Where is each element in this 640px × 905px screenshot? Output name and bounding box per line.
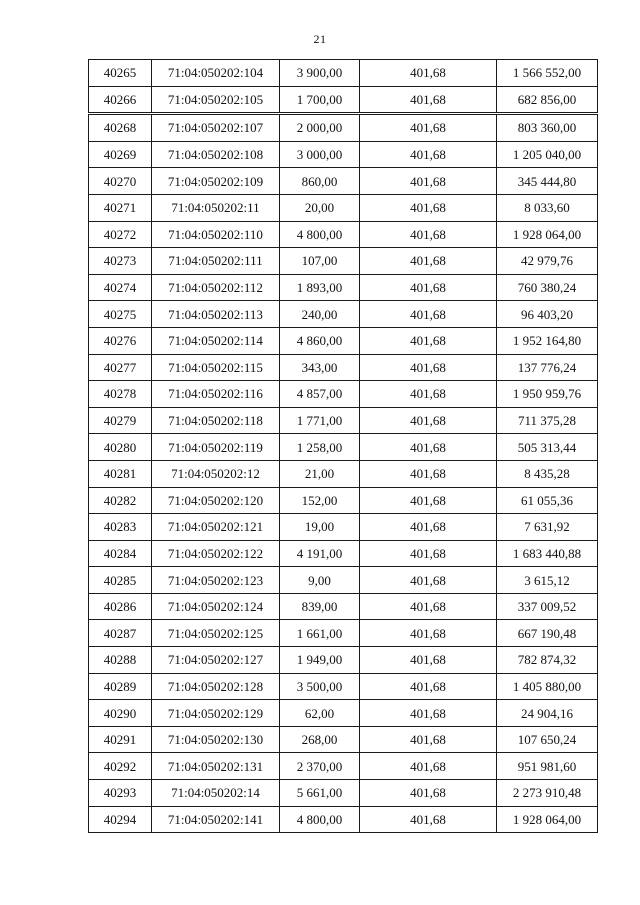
area-cell: 20,00 bbox=[280, 194, 360, 221]
cadastral-value-cell: 711 375,28 bbox=[497, 407, 598, 434]
specific-value-cell: 401,68 bbox=[360, 487, 497, 514]
area-cell: 860,00 bbox=[280, 168, 360, 195]
specific-value-cell: 401,68 bbox=[360, 168, 497, 195]
area-cell: 1 893,00 bbox=[280, 274, 360, 301]
cadastral-value-cell: 61 055,36 bbox=[497, 487, 598, 514]
table-row bbox=[89, 700, 598, 727]
row-number-cell: 40268 bbox=[89, 114, 152, 142]
row-number-cell: 40294 bbox=[89, 806, 152, 833]
cadastral-value-cell: 137 776,24 bbox=[497, 354, 598, 381]
specific-value-cell: 401,68 bbox=[360, 753, 497, 780]
specific-value-cell: 401,68 bbox=[360, 540, 497, 567]
cadastral-number-cell: 71:04:050202:107 bbox=[152, 114, 280, 142]
table-row bbox=[89, 168, 598, 195]
cadastral-number-cell: 71:04:050202:131 bbox=[152, 753, 280, 780]
cadastral-number-cell: 71:04:050202:105 bbox=[152, 86, 280, 114]
row-number-cell: 40284 bbox=[89, 540, 152, 567]
table-row bbox=[89, 567, 598, 594]
cadastral-number-cell: 71:04:050202:141 bbox=[152, 806, 280, 833]
row-number-cell: 40271 bbox=[89, 194, 152, 221]
row-number-cell: 40273 bbox=[89, 248, 152, 275]
table-row bbox=[89, 194, 598, 221]
table-row bbox=[89, 248, 598, 275]
cadastral-value-cell: 951 981,60 bbox=[497, 753, 598, 780]
area-cell: 21,00 bbox=[280, 460, 360, 487]
specific-value-cell: 401,68 bbox=[360, 221, 497, 248]
table-row bbox=[89, 514, 598, 541]
area-cell: 4 191,00 bbox=[280, 540, 360, 567]
cadastral-value-cell: 3 615,12 bbox=[497, 567, 598, 594]
page-number: 21 bbox=[313, 32, 327, 46]
specific-value-cell: 401,68 bbox=[360, 567, 497, 594]
cadastral-number-cell: 71:04:050202:14 bbox=[152, 780, 280, 807]
area-cell: 2 000,00 bbox=[280, 114, 360, 142]
cadastral-value-cell: 8 435,28 bbox=[497, 460, 598, 487]
row-number-cell: 40293 bbox=[89, 780, 152, 807]
table-row bbox=[89, 274, 598, 301]
row-number-cell: 40285 bbox=[89, 567, 152, 594]
row-number-cell: 40282 bbox=[89, 487, 152, 514]
row-number-cell: 40274 bbox=[89, 274, 152, 301]
cadastral-number-cell: 71:04:050202:125 bbox=[152, 620, 280, 647]
table-row bbox=[89, 540, 598, 567]
cadastral-number-cell: 71:04:050202:121 bbox=[152, 514, 280, 541]
cadastral-value-cell: 505 313,44 bbox=[497, 434, 598, 461]
cadastral-value-cell: 7 631,92 bbox=[497, 514, 598, 541]
cadastral-value-cell: 1 205 040,00 bbox=[497, 141, 598, 168]
specific-value-cell: 401,68 bbox=[360, 514, 497, 541]
cadastral-value-cell: 345 444,80 bbox=[497, 168, 598, 195]
cadastral-number-cell: 71:04:050202:123 bbox=[152, 567, 280, 594]
cadastral-value-cell: 1 952 164,80 bbox=[497, 327, 598, 354]
table-row bbox=[89, 780, 598, 807]
row-number-cell: 40290 bbox=[89, 700, 152, 727]
area-cell: 1 258,00 bbox=[280, 434, 360, 461]
cadastral-number-cell: 71:04:050202:127 bbox=[152, 647, 280, 674]
area-cell: 1 949,00 bbox=[280, 647, 360, 674]
table-row bbox=[89, 221, 598, 248]
specific-value-cell: 401,68 bbox=[360, 806, 497, 833]
cadastral-number-cell: 71:04:050202:104 bbox=[152, 60, 280, 87]
cadastral-value-cell: 107 650,24 bbox=[497, 726, 598, 753]
specific-value-cell: 401,68 bbox=[360, 141, 497, 168]
cadastral-number-cell: 71:04:050202:124 bbox=[152, 593, 280, 620]
row-number-cell: 40266 bbox=[89, 86, 152, 114]
cadastral-number-cell: 71:04:050202:128 bbox=[152, 673, 280, 700]
area-cell: 4 800,00 bbox=[280, 806, 360, 833]
area-cell: 3 000,00 bbox=[280, 141, 360, 168]
specific-value-cell: 401,68 bbox=[360, 381, 497, 408]
cadastral-number-cell: 71:04:050202:129 bbox=[152, 700, 280, 727]
table-row bbox=[89, 620, 598, 647]
row-number-cell: 40280 bbox=[89, 434, 152, 461]
area-cell: 3 500,00 bbox=[280, 673, 360, 700]
specific-value-cell: 401,68 bbox=[360, 407, 497, 434]
specific-value-cell: 401,68 bbox=[360, 434, 497, 461]
row-number-cell: 40275 bbox=[89, 301, 152, 328]
row-number-cell: 40269 bbox=[89, 141, 152, 168]
row-number-cell: 40272 bbox=[89, 221, 152, 248]
specific-value-cell: 401,68 bbox=[360, 673, 497, 700]
area-cell: 9,00 bbox=[280, 567, 360, 594]
area-cell: 268,00 bbox=[280, 726, 360, 753]
area-cell: 1 771,00 bbox=[280, 407, 360, 434]
specific-value-cell: 401,68 bbox=[360, 248, 497, 275]
specific-value-cell: 401,68 bbox=[360, 274, 497, 301]
row-number-cell: 40292 bbox=[89, 753, 152, 780]
cadastral-value-cell: 96 403,20 bbox=[497, 301, 598, 328]
cadastral-number-cell: 71:04:050202:118 bbox=[152, 407, 280, 434]
table-row bbox=[89, 114, 598, 142]
area-cell: 5 661,00 bbox=[280, 780, 360, 807]
table-row bbox=[89, 60, 598, 87]
cadastral-value-cell: 337 009,52 bbox=[497, 593, 598, 620]
specific-value-cell: 401,68 bbox=[360, 700, 497, 727]
specific-value-cell: 401,68 bbox=[360, 460, 497, 487]
table-row bbox=[89, 301, 598, 328]
row-number-cell: 40279 bbox=[89, 407, 152, 434]
cadastral-value-cell: 2 273 910,48 bbox=[497, 780, 598, 807]
table-row bbox=[89, 460, 598, 487]
cadastral-number-cell: 71:04:050202:108 bbox=[152, 141, 280, 168]
table-row bbox=[89, 593, 598, 620]
area-cell: 62,00 bbox=[280, 700, 360, 727]
area-cell: 2 370,00 bbox=[280, 753, 360, 780]
specific-value-cell: 401,68 bbox=[360, 114, 497, 142]
table-row bbox=[89, 434, 598, 461]
cadastral-number-cell: 71:04:050202:130 bbox=[152, 726, 280, 753]
cadastral-number-cell: 71:04:050202:120 bbox=[152, 487, 280, 514]
table-row bbox=[89, 726, 598, 753]
cadastral-number-cell: 71:04:050202:116 bbox=[152, 381, 280, 408]
cadastral-value-cell: 760 380,24 bbox=[497, 274, 598, 301]
cadastral-value-cell: 1 566 552,00 bbox=[497, 60, 598, 87]
cadastral-value-cell: 42 979,76 bbox=[497, 248, 598, 275]
cadastral-number-cell: 71:04:050202:114 bbox=[152, 327, 280, 354]
cadastral-value-cell: 1 950 959,76 bbox=[497, 381, 598, 408]
table-row bbox=[89, 407, 598, 434]
cadastral-number-cell: 71:04:050202:11 bbox=[152, 194, 280, 221]
cadastral-number-cell: 71:04:050202:109 bbox=[152, 168, 280, 195]
cadastral-value-cell: 1 405 880,00 bbox=[497, 673, 598, 700]
table-row bbox=[89, 141, 598, 168]
cadastral-number-cell: 71:04:050202:115 bbox=[152, 354, 280, 381]
specific-value-cell: 401,68 bbox=[360, 301, 497, 328]
cadastral-value-cell: 1 928 064,00 bbox=[497, 806, 598, 833]
area-cell: 343,00 bbox=[280, 354, 360, 381]
specific-value-cell: 401,68 bbox=[360, 327, 497, 354]
table-row bbox=[89, 806, 598, 833]
specific-value-cell: 401,68 bbox=[360, 620, 497, 647]
cadastral-value-cell: 782 874,32 bbox=[497, 647, 598, 674]
area-cell: 152,00 bbox=[280, 487, 360, 514]
area-cell: 4 857,00 bbox=[280, 381, 360, 408]
cadastral-number-cell: 71:04:050202:122 bbox=[152, 540, 280, 567]
area-cell: 240,00 bbox=[280, 301, 360, 328]
area-cell: 4 800,00 bbox=[280, 221, 360, 248]
cadastral-value-cell: 1 928 064,00 bbox=[497, 221, 598, 248]
row-number-cell: 40276 bbox=[89, 327, 152, 354]
row-number-cell: 40286 bbox=[89, 593, 152, 620]
table-body bbox=[89, 60, 598, 833]
area-cell: 839,00 bbox=[280, 593, 360, 620]
table-row bbox=[89, 86, 598, 114]
specific-value-cell: 401,68 bbox=[360, 726, 497, 753]
specific-value-cell: 401,68 bbox=[360, 593, 497, 620]
table-row bbox=[89, 381, 598, 408]
row-number-cell: 40270 bbox=[89, 168, 152, 195]
area-cell: 19,00 bbox=[280, 514, 360, 541]
table-row bbox=[89, 753, 598, 780]
cadastral-number-cell: 71:04:050202:12 bbox=[152, 460, 280, 487]
cadastral-value-cell: 1 683 440,88 bbox=[497, 540, 598, 567]
specific-value-cell: 401,68 bbox=[360, 354, 497, 381]
row-number-cell: 40287 bbox=[89, 620, 152, 647]
row-number-cell: 40283 bbox=[89, 514, 152, 541]
cadastral-value-table bbox=[88, 59, 598, 833]
cadastral-value-cell: 667 190,48 bbox=[497, 620, 598, 647]
area-cell: 1 700,00 bbox=[280, 86, 360, 114]
row-number-cell: 40288 bbox=[89, 647, 152, 674]
specific-value-cell: 401,68 bbox=[360, 194, 497, 221]
specific-value-cell: 401,68 bbox=[360, 647, 497, 674]
row-number-cell: 40291 bbox=[89, 726, 152, 753]
table-row bbox=[89, 647, 598, 674]
table-row bbox=[89, 487, 598, 514]
row-number-cell: 40289 bbox=[89, 673, 152, 700]
table-row bbox=[89, 673, 598, 700]
area-cell: 3 900,00 bbox=[280, 60, 360, 87]
area-cell: 1 661,00 bbox=[280, 620, 360, 647]
cadastral-value-cell: 8 033,60 bbox=[497, 194, 598, 221]
specific-value-cell: 401,68 bbox=[360, 780, 497, 807]
cadastral-number-cell: 71:04:050202:111 bbox=[152, 248, 280, 275]
specific-value-cell: 401,68 bbox=[360, 60, 497, 87]
row-number-cell: 40265 bbox=[89, 60, 152, 87]
cadastral-value-cell: 803 360,00 bbox=[497, 114, 598, 142]
specific-value-cell: 401,68 bbox=[360, 86, 497, 114]
area-cell: 107,00 bbox=[280, 248, 360, 275]
cadastral-number-cell: 71:04:050202:110 bbox=[152, 221, 280, 248]
cadastral-number-cell: 71:04:050202:113 bbox=[152, 301, 280, 328]
cadastral-number-cell: 71:04:050202:119 bbox=[152, 434, 280, 461]
row-number-cell: 40278 bbox=[89, 381, 152, 408]
row-number-cell: 40281 bbox=[89, 460, 152, 487]
cadastral-value-cell: 682 856,00 bbox=[497, 86, 598, 114]
cadastral-number-cell: 71:04:050202:112 bbox=[152, 274, 280, 301]
cadastral-value-cell: 24 904,16 bbox=[497, 700, 598, 727]
table-row bbox=[89, 354, 598, 381]
area-cell: 4 860,00 bbox=[280, 327, 360, 354]
table-row bbox=[89, 327, 598, 354]
row-number-cell: 40277 bbox=[89, 354, 152, 381]
